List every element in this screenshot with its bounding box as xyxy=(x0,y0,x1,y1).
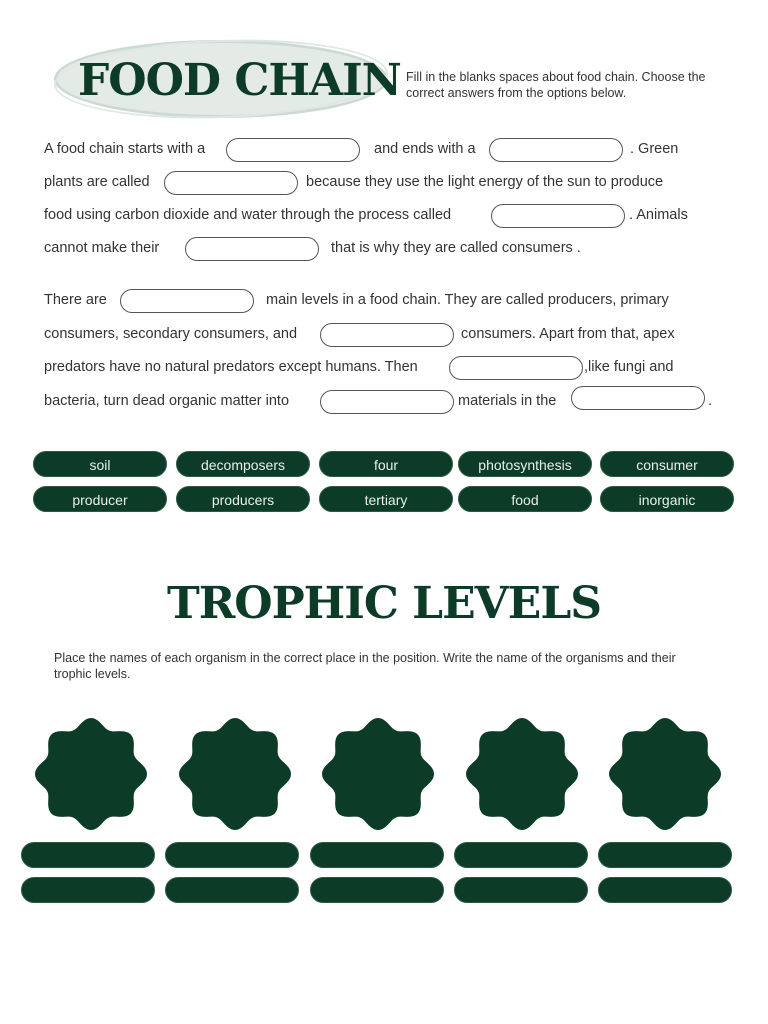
organism-badge-2[interactable] xyxy=(179,718,291,830)
paragraph-text: . Animals xyxy=(629,207,688,223)
blank-field-2[interactable] xyxy=(489,138,623,162)
trophic-level-field[interactable] xyxy=(598,877,732,903)
trophic-level-field[interactable] xyxy=(21,877,155,903)
organism-badge-5[interactable] xyxy=(609,718,721,830)
blank-field-7[interactable] xyxy=(320,323,454,347)
trophic-level-field[interactable] xyxy=(454,877,588,903)
trophic-levels-instructions: Place the names of each organism in the correct place in the position. Write the name of the organisms and their trophic levels. xyxy=(54,651,676,681)
word-chip[interactable]: soil xyxy=(33,451,167,477)
paragraph-text: consumers, secondary consumers, and xyxy=(44,326,298,342)
paragraph-text: ,like fungi and xyxy=(584,359,674,375)
word-chip[interactable]: producer xyxy=(33,486,167,512)
blank-field-10[interactable] xyxy=(571,386,705,410)
paragraph-text: cannot make their xyxy=(44,240,160,256)
word-chip[interactable]: four xyxy=(319,451,453,477)
blank-field-4[interactable] xyxy=(491,204,625,228)
paragraph-text: . xyxy=(708,393,713,409)
food-chain-title: FOOD CHAIN xyxy=(78,55,401,106)
paragraph-text: predators have no natural predators except humans. Then xyxy=(44,359,418,375)
paragraph-text: There are xyxy=(44,292,107,308)
organism-badge-4[interactable] xyxy=(466,718,578,830)
food-chain-instructions: Fill in the blanks spaces about food chain. Choose the correct answers from the options below. xyxy=(406,70,706,100)
word-chip[interactable]: photosynthesis xyxy=(458,451,592,477)
organism-name-field[interactable] xyxy=(21,842,155,868)
word-chip[interactable]: decomposers xyxy=(176,451,310,477)
paragraph-text: . Green xyxy=(630,141,679,157)
word-chip[interactable]: tertiary xyxy=(319,486,453,512)
paragraph-text: food using carbon dioxide and water through the process called xyxy=(44,207,452,223)
paragraph-text: plants are called xyxy=(44,174,150,190)
organism-badge-1[interactable] xyxy=(35,718,147,830)
paragraph-text: because they use the light energy of the sun to produce xyxy=(306,174,664,190)
word-chip[interactable]: producers xyxy=(176,486,310,512)
blank-field-5[interactable] xyxy=(185,237,319,261)
blank-field-1[interactable] xyxy=(226,138,360,162)
organism-name-field[interactable] xyxy=(454,842,588,868)
blank-field-3[interactable] xyxy=(164,171,298,195)
organism-name-field[interactable] xyxy=(598,842,732,868)
trophic-levels-title: TROPHIC LEVELS xyxy=(166,578,602,629)
blank-field-6[interactable] xyxy=(120,289,254,313)
word-chip[interactable]: food xyxy=(458,486,592,512)
organism-badge-3[interactable] xyxy=(322,718,434,830)
paragraph-text: materials in the xyxy=(458,393,557,409)
word-chip[interactable]: inorganic xyxy=(600,486,734,512)
trophic-level-field[interactable] xyxy=(310,877,444,903)
word-chip[interactable]: consumer xyxy=(600,451,734,477)
blank-field-9[interactable] xyxy=(320,390,454,414)
blank-field-8[interactable] xyxy=(449,356,583,380)
paragraph-text: A food chain starts with a xyxy=(44,141,206,157)
paragraph-text: consumers. Apart from that, apex xyxy=(461,326,675,342)
paragraph-text: main levels in a food chain. They are called producers, primary xyxy=(266,292,669,308)
paragraph-text: and ends with a xyxy=(374,141,476,157)
organism-name-field[interactable] xyxy=(165,842,299,868)
paragraph-text: bacteria, turn dead organic matter into xyxy=(44,393,290,409)
organism-name-field[interactable] xyxy=(310,842,444,868)
paragraph-text: that is why they are called consumers . xyxy=(331,240,581,256)
trophic-level-field[interactable] xyxy=(165,877,299,903)
